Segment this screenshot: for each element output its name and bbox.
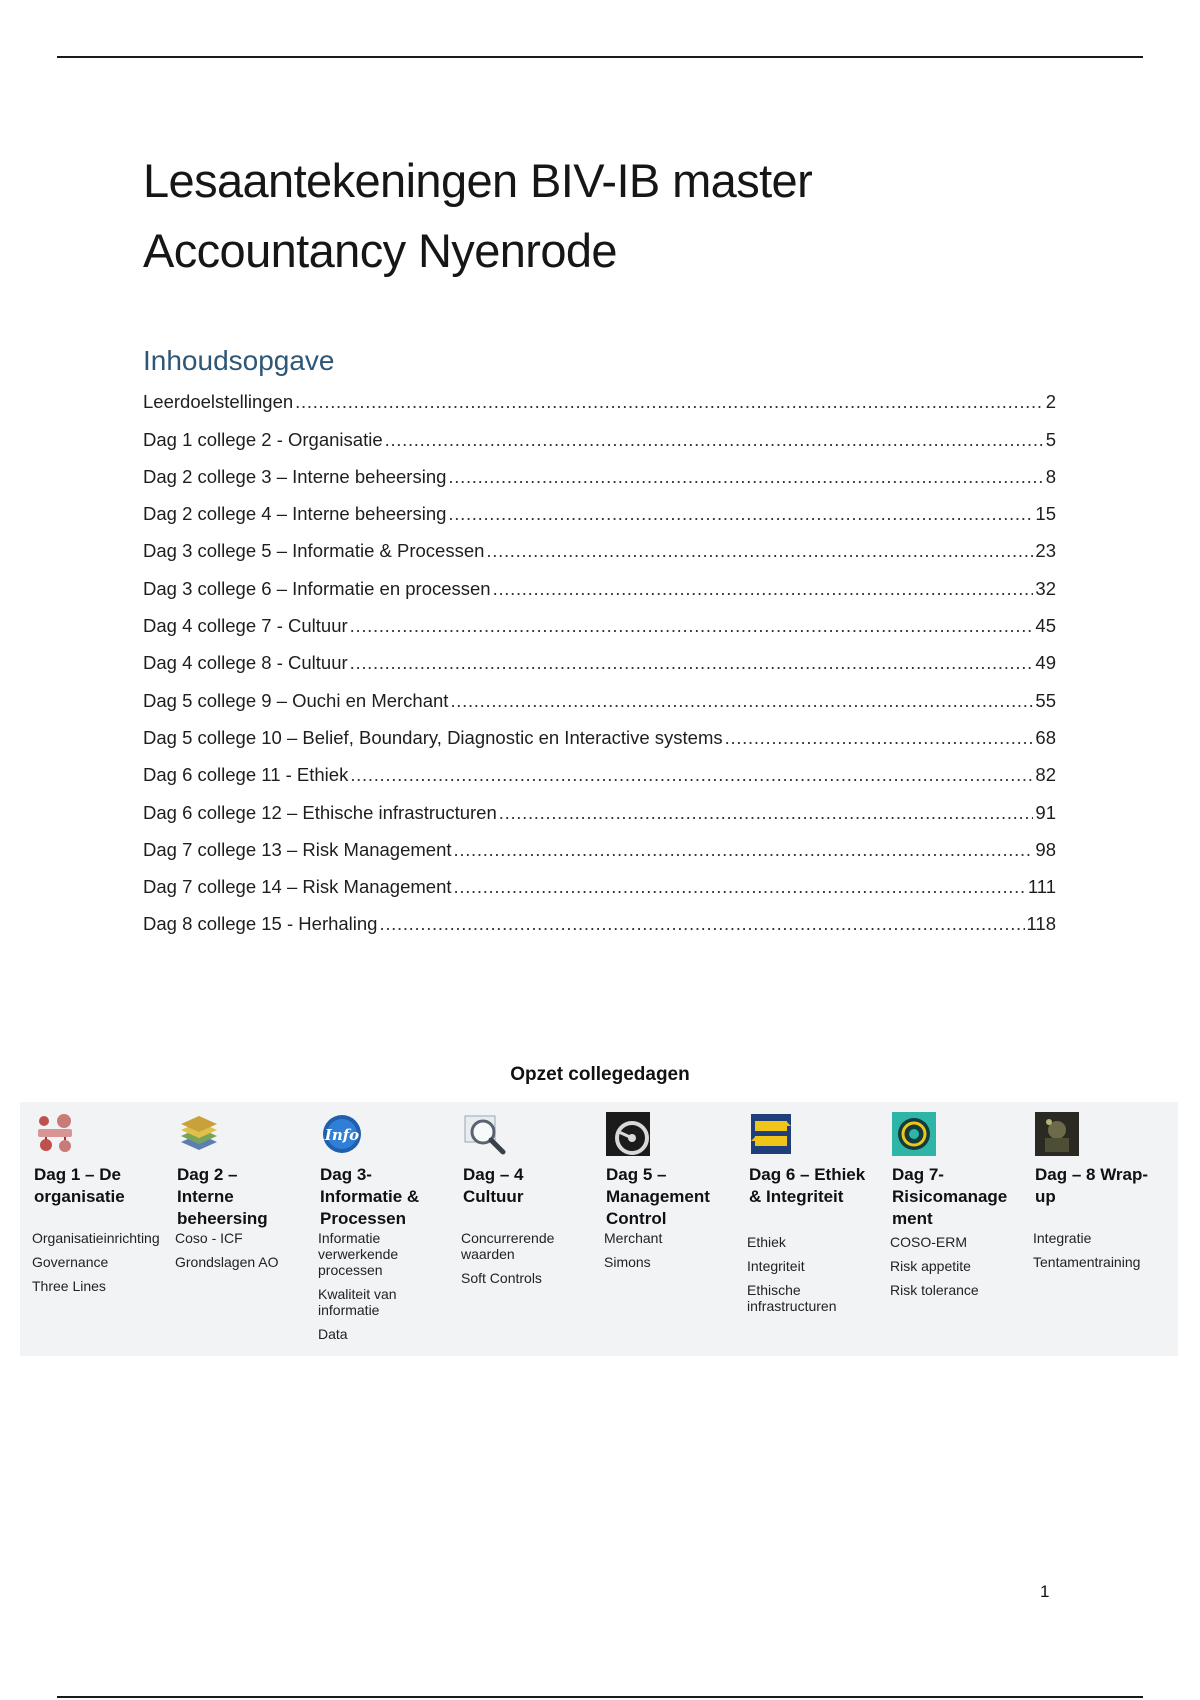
course-day-card [163,1102,306,1356]
course-day-topic: Grondslagen AO [175,1254,279,1270]
toc-dot-leader [448,488,1033,525]
table-of-contents [143,376,1056,935]
toc-entry-label: Dag 1 college 2 - Organisatie [143,428,383,450]
toc-dot-leader [350,749,1033,786]
toc-entry-label: Dag 5 college 10 – Belief, Boundary, Diagnostic en Interactive systems [143,726,723,748]
toc-entry-page: 55 [1035,689,1056,711]
course-day-topic: Soft Controls [461,1270,542,1286]
toc-entry-page: 111 [1027,876,1056,898]
toc-entry-label: Dag 5 college 9 – Ouchi en Merchant [143,689,449,711]
course-day-topic: Merchant [604,1230,663,1246]
toc-entry[interactable] [143,525,1056,562]
course-day-topic: Coso - ICF [175,1230,243,1246]
course-day-topic: Organisatieinrichting [32,1230,160,1246]
toc-entry[interactable] [143,562,1056,599]
toc-entry-page: 2 [1045,391,1056,413]
course-day-topics [890,1234,1022,1306]
toc-entry-label: Dag 6 college 11 - Ethiek [143,764,349,786]
course-day-card [878,1102,1021,1356]
toc-entry-page: 82 [1035,764,1056,786]
course-day-topic: Tentamentraining [1033,1254,1141,1270]
toc-dot-leader [448,451,1043,488]
toc-entry-page: 68 [1035,726,1056,748]
toc-dot-leader [493,562,1034,599]
document-title-line-2: Accountancy Nyenrode [143,224,617,277]
toc-entry-page: 15 [1035,503,1056,525]
toc-heading: Inhoudsopgave [143,345,335,376]
toc-entry-page: 91 [1035,801,1056,823]
course-day-title: Dag 7- Risicomanage ment [892,1165,1008,1228]
course-day-title: Dag 2 – Interne beheersing [177,1165,268,1228]
toc-entry[interactable] [143,861,1056,898]
toc-entry[interactable] [143,451,1056,488]
course-overview-title: Opzet collegedagen [510,1064,690,1085]
toc-dot-leader [499,786,1034,823]
course-day-topics [1033,1230,1165,1278]
course-day-topic: Simons [604,1254,651,1270]
course-day-card [735,1102,878,1356]
toc-entry[interactable] [143,712,1056,749]
course-day-title: Dag 1 – De organisatie [34,1165,125,1206]
toc-entry-label: Dag 7 college 14 – Risk Management [143,876,452,898]
course-day-topic: Ethische infrastructuren [747,1282,837,1314]
course-day-topic: Integriteit [747,1258,805,1274]
toc-entry-page: 23 [1035,540,1056,562]
toc-entry[interactable] [143,488,1056,525]
toc-dot-leader [486,525,1033,562]
toc-dot-leader [350,637,1034,674]
toc-entry-page: 32 [1035,577,1056,599]
wrap-up-icon [1035,1112,1079,1156]
steering-wheel-icon [606,1112,650,1156]
course-day-title: Dag – 8 Wrap- up [1035,1165,1149,1206]
course-day-topics [32,1230,164,1302]
toc-dot-leader [379,898,1024,935]
toc-entry-label: Dag 2 college 3 – Interne beheersing [143,465,447,487]
toc-entry-page: 45 [1035,615,1056,637]
course-day-title: Dag – 4 Cultuur [463,1165,524,1206]
course-day-topic: Data [318,1326,348,1342]
toc-entry[interactable] [143,376,1056,413]
document-title [143,146,943,286]
toc-dot-leader [350,600,1034,637]
toc-dot-leader [454,824,1034,861]
course-day-topic: Three Lines [32,1278,106,1294]
toc-entry-page: 8 [1045,465,1056,487]
toc-entry[interactable] [143,637,1056,674]
toc-dot-leader [454,861,1026,898]
course-day-topic: Governance [32,1254,109,1270]
toc-entry-label: Dag 8 college 15 - Herhaling [143,913,378,935]
course-day-topics [175,1230,307,1278]
toc-entry-page: 118 [1026,913,1056,935]
course-day-title: Dag 6 – Ethiek & Integriteit [749,1165,866,1206]
toc-entry-page: 98 [1035,838,1056,860]
course-day-topics [318,1230,450,1350]
course-day-card [592,1102,735,1356]
toc-entry-page: 49 [1035,652,1056,674]
toc-entry-label: Leerdoelstellingen [143,391,294,413]
toc-entry[interactable] [143,749,1056,786]
course-day-title: Dag 5 – Management Control [606,1165,710,1228]
toc-dot-leader [450,674,1033,711]
course-day-topic: COSO-ERM [890,1234,967,1250]
magnifier-icon [463,1112,507,1156]
toc-dot-leader [295,376,1044,413]
course-day-topic: Informatie verwerkende processen [318,1230,399,1278]
organogram-icon [34,1112,78,1156]
toc-entry-label: Dag 4 college 7 - Cultuur [143,615,348,637]
course-day-card [449,1102,592,1356]
course-day-topics [461,1230,593,1294]
course-day-topic: Integratie [1033,1230,1092,1246]
course-day-card [306,1102,449,1356]
toc-entry[interactable] [143,824,1056,861]
toc-entry[interactable] [143,413,1056,450]
course-day-topic: Ethiek [747,1234,786,1250]
course-day-topic: Kwaliteit van informatie [318,1286,397,1318]
course-day-topic: Risk tolerance [890,1282,979,1298]
footer-rule [57,1696,1143,1698]
toc-entry[interactable] [143,898,1056,935]
toc-entry-page: 5 [1045,428,1056,450]
toc-entry-label: Dag 4 college 8 - Cultuur [143,652,348,674]
document-title-line-1: Lesaantekeningen BIV-IB master [143,154,813,207]
toc-entry-label: Dag 2 college 4 – Interne beheersing [143,503,447,525]
toc-entry[interactable] [143,600,1056,637]
toc-entry[interactable] [143,786,1056,823]
course-overview-panel [20,1102,1178,1356]
toc-entry-label: Dag 7 college 13 – Risk Management [143,838,452,860]
course-day-title: Dag 3- Informatie & Processen [320,1165,420,1228]
toc-entry[interactable] [143,674,1056,711]
course-day-card [1021,1102,1164,1356]
svg-text:Info: Info [324,1126,360,1144]
course-day-topic: Concurrerende waarden [461,1230,555,1262]
toc-dot-leader [725,712,1034,749]
toc-entry-label: Dag 6 college 12 – Ethische infrastructuren [143,801,497,823]
risk-dial-icon [892,1112,936,1156]
info-icon [320,1112,364,1156]
course-day-topics [747,1234,879,1322]
toc-dot-leader [385,413,1044,450]
right-wrong-sign-icon [749,1112,793,1156]
toc-entry-label: Dag 3 college 6 – Informatie en processen [143,577,491,599]
course-day-topics [604,1230,736,1278]
course-day-card [20,1102,163,1356]
course-day-topic: Risk appetite [890,1258,971,1274]
header-rule [57,56,1143,58]
toc-entry-label: Dag 3 college 5 – Informatie & Processen [143,540,485,562]
layers-icon [177,1112,221,1156]
page-number: 1 [1040,1582,1050,1601]
